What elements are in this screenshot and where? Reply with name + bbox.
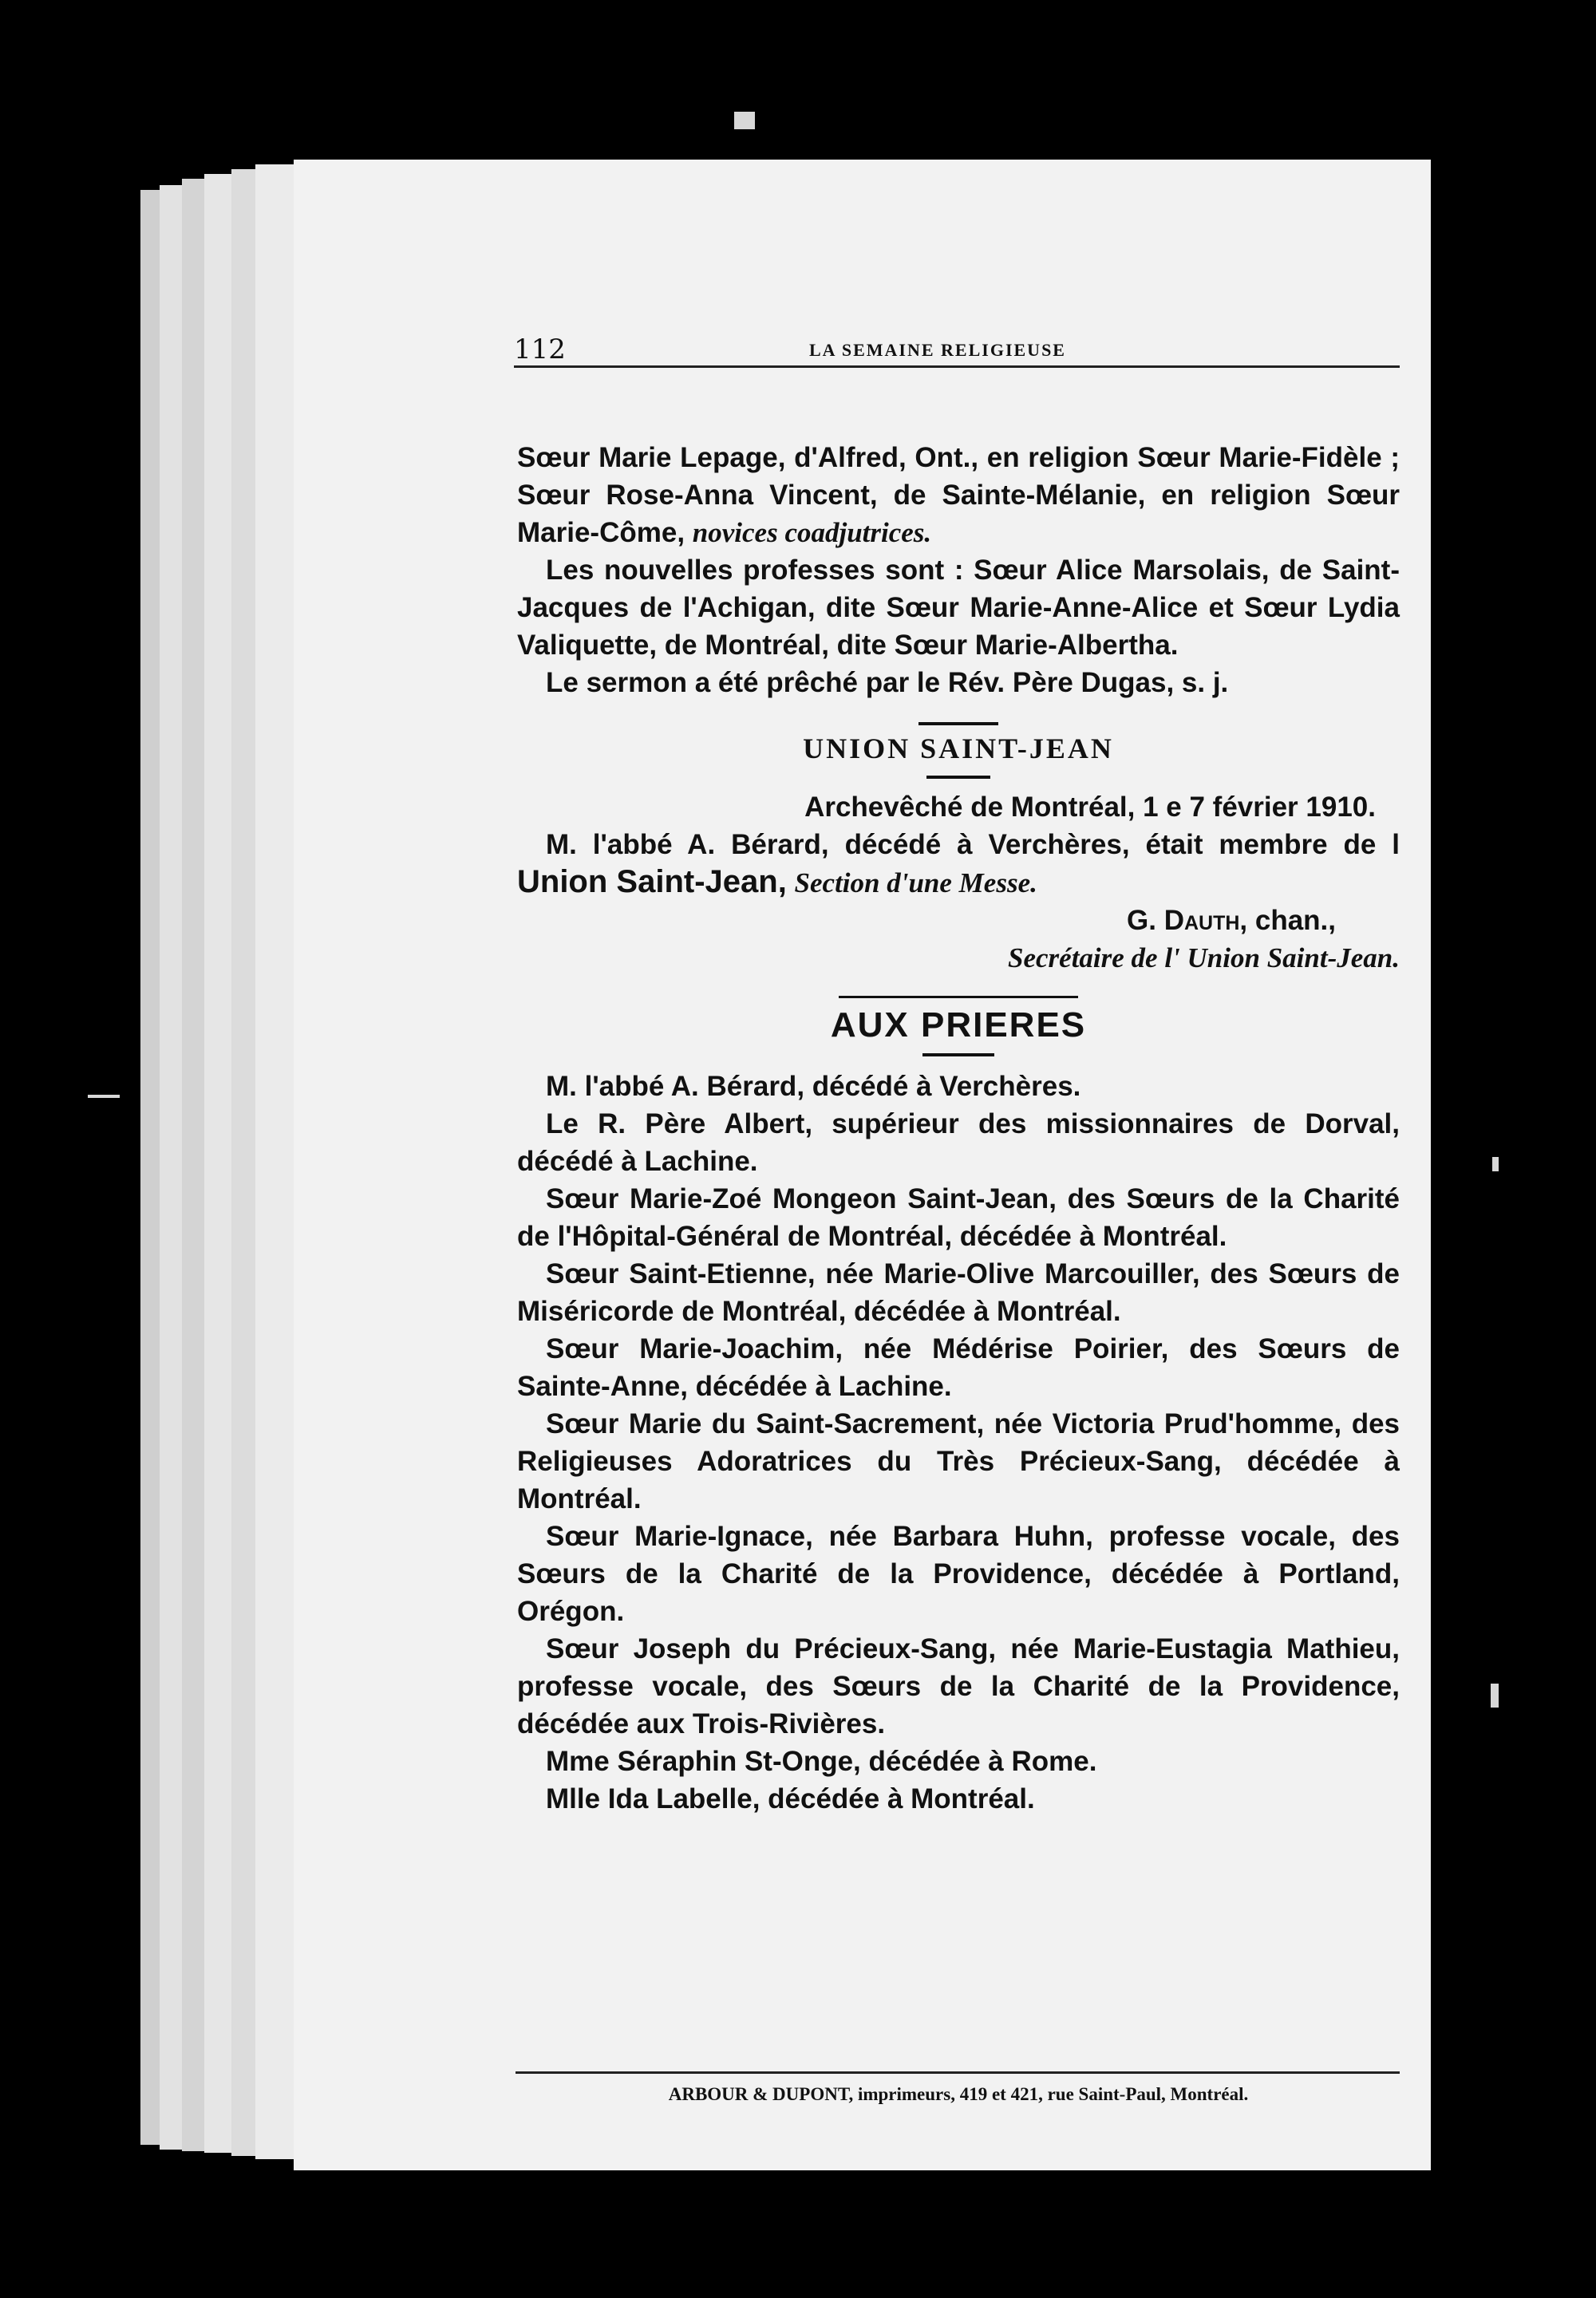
union-section: Section d'une Messe. (794, 867, 1037, 898)
heading-union-saint-jean: UNION SAINT-JEAN (803, 732, 1114, 764)
prayer-entry: Sœur Marie-Joachim, née Médérise Poirier, des Sœurs de Sainte-Anne, décédée à Lachine. (517, 1333, 1400, 1402)
prayer-entry: Le R. Père Albert, supérieur des missionnaires de Dorval, décédé à Lachine. (517, 1108, 1400, 1177)
journal-title: LA SEMAINE RELIGIEUSE (809, 340, 1066, 360)
prayer-entry: Sœur Marie-Zoé Mongeon Saint-Jean, des Sœurs de la Charité de l'Hôpital-Général de Montréal, décédée à Montréal. (517, 1183, 1400, 1252)
printer-imprint: ARBOUR & DUPONT, imprimeurs, 419 et 421, rue Saint-Paul, Montréal. (668, 2084, 1249, 2104)
prayer-entry: Sœur Joseph du Précieux-Sang, née Marie-Eustagia Mathieu, professe vocale, des Sœurs de la Charité de la Providence, décédée aux Trois-Rivières. (517, 1633, 1400, 1739)
prayer-entry: Mlle Ida Labelle, décédée à Montréal. (546, 1783, 1035, 1814)
signature-role: Secrétaire de l' Union Saint-Jean. (1008, 942, 1400, 973)
heading-aux-prieres: AUX PRIERES (830, 1005, 1087, 1044)
paragraph-professes: Les nouvelles professes sont : Sœur Alice Marsolais, de Saint-Jacques de l'Achigan, dite Sœur Marie-Anne-Alice et Sœur Lydia Valiquette, de Montréal, dite Sœur Marie-Albertha. (517, 555, 1400, 661)
paragraph-sermon: Le sermon a été prêché par le Rév. Père Dugas, s. j. (546, 667, 1229, 698)
page-number: 112 (514, 334, 566, 365)
dust-speck (734, 112, 755, 129)
prayer-entry: Mme Séraphin St-Onge, décédée à Rome. (546, 1746, 1097, 1777)
union-notice: M. l'abbé A. Bérard, décédé à Verchères, était membre de l Union Saint-Jean, Section d'une Messe. (517, 829, 1400, 899)
dust-speck (88, 1095, 120, 1098)
footer-rule (516, 2071, 1400, 2074)
running-head (514, 334, 1400, 368)
novices-label: novices coadjutrices. (692, 517, 932, 548)
dust-speck (1492, 1157, 1499, 1171)
prayer-entry: M. l'abbé A. Bérard, décédé à Verchères. (546, 1071, 1081, 1102)
prayer-entry: Sœur Marie du Saint-Sacrement, née Victoria Prud'homme, des Religieuses Adoratrices du Très Précieux-Sang, décédée à Montréal. (517, 1408, 1400, 1514)
prayer-list (517, 1068, 1400, 1818)
prayer-entry: Sœur Marie-Ignace, née Barbara Huhn, professe vocale, des Sœurs de la Charité de la Providence, décédée à Portland, Orégon. (517, 1521, 1400, 1627)
prayer-entry: Sœur Saint-Etienne, née Marie-Olive Marcouiller, des Sœurs de Miséricorde de Montréal, décédée à Montréal. (517, 1258, 1400, 1327)
section-divider (918, 722, 998, 725)
page-body (517, 439, 1400, 1818)
section-divider (839, 996, 1078, 998)
dateline: Archevêché de Montréal, 1 e 7 février 1910. (804, 792, 1376, 823)
signature-name: Dauth (1163, 905, 1240, 936)
signature: G. Dauth, chan., (1127, 905, 1336, 936)
paragraph-novices: Sœur Marie Lepage, d'Alfred, Ont., en religion Sœur Marie-Fidèle ; Sœur Rose-Anna Vincent, de Sainte-Mélanie, en religion Sœur Marie-Côme, novices coadjutrices. (517, 442, 1400, 548)
union-name: Union Saint-Jean, (517, 864, 787, 899)
dust-speck (1491, 1684, 1499, 1708)
book-page (294, 160, 1431, 2170)
